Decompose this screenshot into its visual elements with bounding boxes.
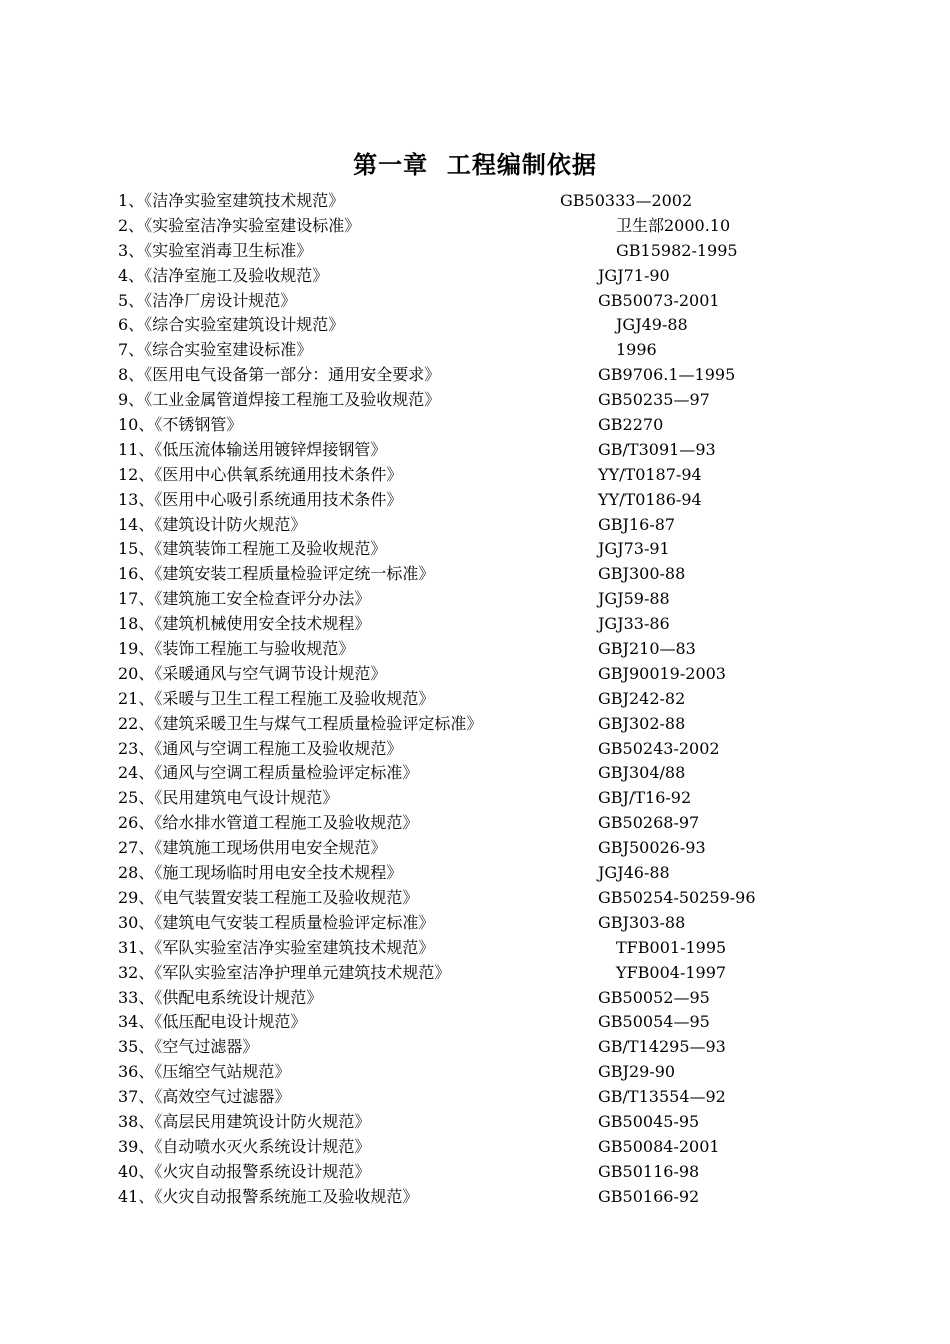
standard-name	[118, 861, 402, 886]
standard-name	[118, 413, 242, 438]
item-number: 9、	[118, 390, 145, 410]
list-item	[118, 687, 918, 712]
list-item	[118, 363, 918, 388]
standard-title: 《压缩空气站规范》	[154, 1062, 291, 1082]
standard-title: 《医用中心吸引系统通用技术条件》	[154, 489, 403, 509]
standard-name	[118, 264, 328, 289]
standard-title: 《给水排水管道工程施工及验收规范》	[154, 813, 419, 833]
standard-name	[118, 1185, 418, 1210]
item-number: 34、	[118, 1012, 155, 1032]
standard-title: 《建筑采暖卫生与煤气工程质量检验评定标准》	[154, 713, 483, 733]
list-item	[118, 562, 918, 587]
item-number: 3、	[118, 240, 145, 260]
standard-name	[118, 239, 312, 264]
standard-title: 《自动喷水灭火系统设计规范》	[154, 1136, 371, 1156]
list-item	[118, 786, 918, 811]
standard-title: 《建筑安装工程质量检验评定统一标准》	[154, 564, 435, 584]
standard-title: 《综合实验室建筑设计规范》	[144, 315, 345, 335]
item-number: 31、	[118, 937, 155, 957]
standard-title: 《洁净室施工及验收规范》	[144, 265, 329, 285]
standard-name	[118, 811, 418, 836]
standard-code: YY/T0187-94	[598, 464, 702, 484]
standard-code: GB9706.1—1995	[598, 365, 736, 385]
standard-title: 《实验室消毒卫生标准》	[144, 240, 313, 260]
item-number: 15、	[118, 539, 155, 559]
standard-code: GB15982-1995	[616, 240, 738, 260]
standard-code: GBJ/T16-92	[598, 788, 692, 808]
standard-name	[118, 1060, 290, 1085]
standard-code: GB50268-97	[598, 813, 700, 833]
list-item	[118, 1085, 918, 1110]
list-item	[118, 1185, 918, 1210]
list-item	[118, 662, 918, 687]
standard-name	[118, 438, 386, 463]
standard-code: JGJ49-88	[616, 315, 688, 335]
standard-title: 《供配电系统设计规范》	[154, 987, 323, 1007]
standard-title: 《采暖与卫生工程工程施工及验收规范》	[154, 688, 435, 708]
standard-title: 《建筑电气安装工程质量检验评定标准》	[154, 912, 435, 932]
standard-name	[118, 886, 418, 911]
standard-name	[118, 289, 296, 314]
standard-title: 《高效空气过滤器》	[154, 1087, 291, 1107]
standard-code: GBJ302-88	[598, 713, 686, 733]
standard-title: 《建筑施工现场供用电安全规范》	[154, 838, 387, 858]
standard-name	[118, 1035, 258, 1060]
standard-name	[118, 662, 386, 687]
list-item	[118, 313, 918, 338]
item-number: 39、	[118, 1136, 155, 1156]
standard-name	[118, 463, 402, 488]
standard-title: 《施工现场临时用电安全技术规程》	[154, 863, 403, 883]
item-number: 5、	[118, 290, 145, 310]
standard-code: GB50333—2002	[560, 191, 693, 210]
item-number: 11、	[118, 439, 155, 459]
standard-name	[118, 513, 306, 538]
item-number: 28、	[118, 863, 155, 883]
standard-name	[118, 388, 440, 413]
standard-name	[118, 612, 370, 637]
standard-code: GB2270	[598, 415, 664, 435]
item-number: 40、	[118, 1161, 155, 1181]
item-number: 41、	[118, 1186, 155, 1206]
standard-code: GBJ50026-93	[598, 838, 706, 858]
list-item	[118, 1160, 918, 1185]
list-item	[118, 637, 918, 662]
item-number: 24、	[118, 763, 155, 783]
item-number: 29、	[118, 887, 155, 907]
standard-title: 《高层民用建筑设计防火规范》	[154, 1111, 371, 1131]
list-item	[118, 264, 918, 289]
chapter-title: 第一章 工程编制依据	[353, 151, 597, 179]
item-number: 33、	[118, 987, 155, 1007]
standard-title: 《洁净实验室建筑技术规范》	[144, 191, 345, 210]
item-number: 8、	[118, 365, 145, 385]
list-item	[118, 712, 918, 737]
standard-code: GB50254-50259-96	[598, 887, 756, 907]
standard-code: YY/T0186-94	[598, 489, 702, 509]
standards-list	[118, 189, 918, 1210]
item-number: 37、	[118, 1087, 155, 1107]
standard-title: 《采暖通风与空气调节设计规范》	[154, 663, 387, 683]
list-item	[118, 463, 918, 488]
standard-name	[118, 961, 450, 986]
list-item	[118, 1135, 918, 1160]
standard-code: GB/T14295—93	[598, 1037, 726, 1057]
standard-title: 《军队实验室洁净实验室建筑技术规范》	[154, 937, 435, 957]
list-item	[118, 911, 918, 936]
standard-code: GBJ90019-2003	[598, 663, 726, 683]
list-item	[118, 861, 918, 886]
standard-name	[118, 986, 322, 1011]
list-item	[118, 986, 918, 1011]
item-number: 12、	[118, 464, 155, 484]
item-number: 1、	[118, 191, 145, 210]
list-item	[118, 338, 918, 363]
standard-name	[118, 562, 434, 587]
item-number: 4、	[118, 265, 145, 285]
item-number: 26、	[118, 813, 155, 833]
item-number: 7、	[118, 340, 145, 360]
standard-name	[118, 637, 354, 662]
list-item	[118, 388, 918, 413]
standard-code: TFB001-1995	[616, 937, 727, 957]
item-number: 35、	[118, 1037, 155, 1057]
list-item	[118, 513, 918, 538]
standard-code: GB50235—97	[598, 390, 710, 410]
standard-title: 《医用中心供氧系统通用技术条件》	[154, 464, 403, 484]
standard-code: 1996	[616, 340, 657, 360]
standard-code: GB50045-95	[598, 1111, 700, 1131]
list-item	[118, 961, 918, 986]
standard-code: JGJ46-88	[598, 863, 670, 883]
standard-code: GBJ303-88	[598, 912, 686, 932]
standard-name	[118, 313, 344, 338]
standard-name	[118, 338, 312, 363]
list-item	[118, 886, 918, 911]
standard-name	[118, 537, 386, 562]
standard-code: GBJ300-88	[598, 564, 686, 584]
standard-name	[118, 936, 434, 961]
item-number: 27、	[118, 838, 155, 858]
standard-code: GB50243-2002	[598, 738, 720, 758]
standard-title: 《不锈钢管》	[154, 415, 243, 435]
standard-title: 《医用电气设备第一部分：通用安全要求》	[144, 365, 441, 385]
standard-title: 《实验室洁净实验室建设标准》	[144, 215, 361, 235]
standard-name	[118, 687, 434, 712]
item-number: 16、	[118, 564, 155, 584]
item-number: 38、	[118, 1111, 155, 1131]
standard-code: 卫生部2000.10	[616, 215, 731, 235]
item-number: 6、	[118, 315, 145, 335]
list-item	[118, 587, 918, 612]
standard-code: GBJ29-90	[598, 1062, 676, 1082]
standard-code: GB50166-92	[598, 1186, 700, 1206]
standard-code: GBJ242-82	[598, 688, 686, 708]
list-item	[118, 189, 918, 214]
item-number: 19、	[118, 639, 155, 659]
item-number: 13、	[118, 489, 155, 509]
standard-name	[118, 1110, 370, 1135]
standard-title: 《火灾自动报警系统施工及验收规范》	[154, 1186, 419, 1206]
standard-code: JGJ59-88	[598, 589, 670, 609]
standard-title: 《电气装置安装工程施工及验收规范》	[154, 887, 419, 907]
item-number: 22、	[118, 713, 155, 733]
standard-title: 《装饰工程施工与验收规范》	[154, 639, 355, 659]
standard-title: 《建筑设计防火规范》	[154, 514, 307, 534]
standard-name	[118, 214, 360, 239]
standard-title: 《民用建筑电气设计规范》	[154, 788, 339, 808]
list-item	[118, 1035, 918, 1060]
standard-name	[118, 1010, 306, 1035]
standard-name	[118, 911, 434, 936]
standard-title: 《空气过滤器》	[154, 1037, 259, 1057]
standard-code: JGJ33-86	[598, 614, 670, 634]
standard-code: GBJ210—83	[598, 639, 696, 659]
standard-name	[118, 488, 402, 513]
standard-title: 《工业金属管道焊接工程施工及验收规范》	[144, 390, 441, 410]
item-number: 20、	[118, 663, 155, 683]
standard-code: JGJ73-91	[598, 539, 670, 559]
item-number: 10、	[118, 415, 155, 435]
item-number: 30、	[118, 912, 155, 932]
list-item	[118, 612, 918, 637]
list-item	[118, 1110, 918, 1135]
list-item	[118, 836, 918, 861]
list-item	[118, 936, 918, 961]
standard-title: 《洁净厂房设计规范》	[144, 290, 297, 310]
standard-name	[118, 836, 386, 861]
standard-name	[118, 1085, 290, 1110]
list-item	[118, 289, 918, 314]
standard-code: GB/T13554—92	[598, 1087, 726, 1107]
standard-name	[118, 761, 418, 786]
standard-title: 《低压流体输送用镀锌焊接钢管》	[154, 439, 387, 459]
standard-name	[118, 712, 482, 737]
standard-name	[118, 786, 338, 811]
list-item	[118, 737, 918, 762]
item-number: 36、	[118, 1062, 155, 1082]
standard-name	[118, 363, 440, 388]
item-number: 18、	[118, 614, 155, 634]
list-item	[118, 438, 918, 463]
standard-code: GB50052—95	[598, 987, 710, 1007]
standard-code: YFB004-1997	[616, 962, 727, 982]
standard-title: 《综合实验室建设标准》	[144, 340, 313, 360]
list-item	[118, 537, 918, 562]
standard-code: GB50073-2001	[598, 290, 720, 310]
list-item	[118, 488, 918, 513]
item-number: 21、	[118, 688, 155, 708]
standard-name	[118, 587, 370, 612]
standard-code: GB50116-98	[598, 1161, 700, 1181]
item-number: 25、	[118, 788, 155, 808]
standard-title: 《低压配电设计规范》	[154, 1012, 307, 1032]
standard-code: GB50054—95	[598, 1012, 710, 1032]
standard-title: 《通风与空调工程质量检验评定标准》	[154, 763, 419, 783]
standard-title: 《建筑施工安全检查评分办法》	[154, 589, 371, 609]
list-item	[118, 761, 918, 786]
list-item	[118, 214, 918, 239]
item-number: 23、	[118, 738, 155, 758]
item-number: 14、	[118, 514, 155, 534]
item-number: 32、	[118, 962, 155, 982]
list-item	[118, 811, 918, 836]
list-item	[118, 1060, 918, 1085]
standard-title: 《火灾自动报警系统设计规范》	[154, 1161, 371, 1181]
list-item	[118, 1010, 918, 1035]
standard-code: JGJ71-90	[598, 265, 670, 285]
standard-title: 《军队实验室洁净护理单元建筑技术规范》	[154, 962, 451, 982]
standard-name	[118, 737, 402, 762]
standard-title: 《建筑装饰工程施工及验收规范》	[154, 539, 387, 559]
standard-code: GB/T3091—93	[598, 439, 716, 459]
standard-name	[118, 1160, 370, 1185]
standard-name	[118, 189, 344, 214]
item-number: 17、	[118, 589, 155, 609]
standard-code: GBJ16-87	[598, 514, 676, 534]
standard-title: 《建筑机械使用安全技术规程》	[154, 614, 371, 634]
standard-name	[118, 1135, 370, 1160]
list-item	[118, 413, 918, 438]
standard-code: GBJ304/88	[598, 763, 686, 783]
standard-title: 《通风与空调工程施工及验收规范》	[154, 738, 403, 758]
item-number: 2、	[118, 215, 145, 235]
list-item	[118, 239, 918, 264]
standard-code: GB50084-2001	[598, 1136, 720, 1156]
